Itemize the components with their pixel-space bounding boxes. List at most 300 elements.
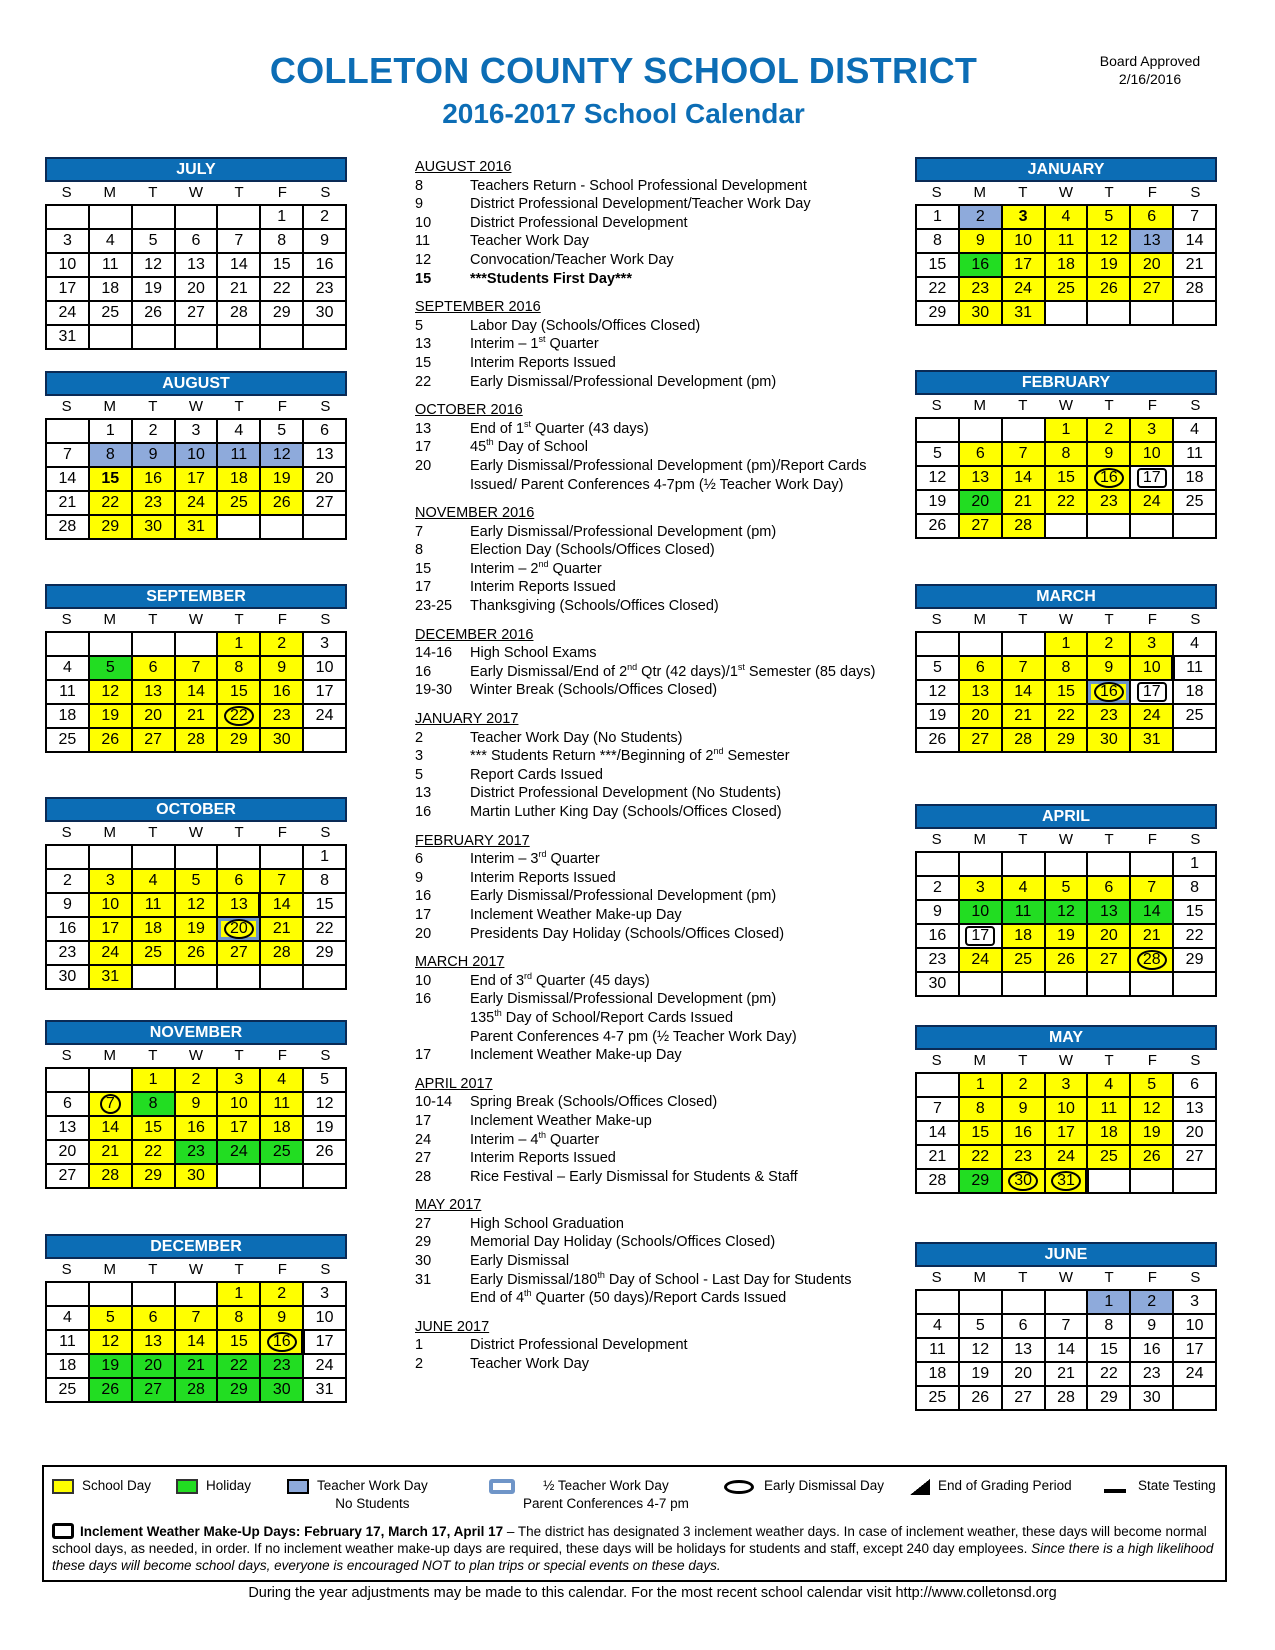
day-cell: 11 xyxy=(47,681,90,705)
early-dismissal-marker: 16 xyxy=(267,1332,297,1352)
day-cell: 11 xyxy=(1046,230,1089,254)
event-date: 13 xyxy=(415,420,432,437)
day-cell: 9 xyxy=(917,901,960,925)
event-date: 16 xyxy=(415,804,432,820)
month-header: DECEMBER xyxy=(45,1234,347,1259)
day-cell: 6 xyxy=(218,870,261,894)
day-cell: 2 xyxy=(1131,1291,1174,1315)
event-text: District Professional Development/Teacher Work Day xyxy=(470,196,811,213)
month-header: NOVEMBER xyxy=(45,1020,347,1045)
day-cell: 5 xyxy=(90,657,133,681)
day-cell: 27 xyxy=(47,1165,90,1189)
month-february xyxy=(915,370,1217,539)
event-date: 13 xyxy=(415,785,432,802)
event-item xyxy=(415,1009,885,1028)
day-cell: 23 xyxy=(133,492,176,516)
day-cell: 3 xyxy=(1131,633,1174,657)
day-cell: 19 xyxy=(1088,254,1131,278)
day-cell: 4 xyxy=(261,1069,304,1093)
day-cell: 11 xyxy=(47,1331,90,1355)
day-cell: 7 xyxy=(47,444,90,468)
day-cell: 24 xyxy=(1003,278,1046,302)
day-cell: 5 xyxy=(133,230,176,254)
weekday-label: M xyxy=(103,398,116,415)
weekday-label: T xyxy=(234,184,244,201)
weekday-label: T xyxy=(148,1261,158,1278)
day-cell: 16 xyxy=(133,468,176,492)
day-cell: 28 xyxy=(917,1170,960,1194)
weekday-label: S xyxy=(931,831,942,848)
day-cell: 13 xyxy=(1088,901,1131,925)
event-date: 2 xyxy=(415,729,424,746)
day-cell: 3 xyxy=(304,633,347,657)
event-item xyxy=(415,214,885,233)
day-cell: 25 xyxy=(261,1141,304,1165)
day-cell: 10 xyxy=(304,657,347,681)
empty-cell xyxy=(90,206,133,230)
day-cell: 1 xyxy=(1174,853,1217,877)
day-cell: 2 xyxy=(1003,1074,1046,1098)
event-item xyxy=(415,335,885,354)
day-cell: 8 xyxy=(261,230,304,254)
events-list xyxy=(415,158,885,1374)
day-cell: 11 xyxy=(133,894,176,918)
event-month-heading: NOVEMBER 2016 xyxy=(415,505,535,522)
day-cell: 7 xyxy=(261,870,304,894)
empty-cell xyxy=(218,846,261,870)
weekday-label: T xyxy=(1104,831,1114,848)
event-text: Rice Festival – Early Dismissal for Students & Staff xyxy=(470,1168,798,1185)
empty-cell xyxy=(1088,302,1131,326)
event-text: Interim – 1st Quarter xyxy=(470,334,599,353)
day-cell xyxy=(1046,1170,1089,1194)
day-cell: 25 xyxy=(1088,1146,1131,1170)
month-march xyxy=(915,584,1217,753)
day-cell: 2 xyxy=(176,1069,219,1093)
empty-cell xyxy=(261,846,304,870)
day-cell: 8 xyxy=(960,1098,1003,1122)
day-cell: 27 xyxy=(1131,278,1174,302)
day-cell: 8 xyxy=(133,1093,176,1117)
day-cell: 28 xyxy=(1003,729,1046,753)
day-cell: 27 xyxy=(218,942,261,966)
event-date: 23-25 xyxy=(415,598,453,615)
day-cell: 4 xyxy=(218,420,261,444)
empty-cell xyxy=(1088,1170,1131,1194)
event-text: End of 1st Quarter (43 days) xyxy=(470,418,649,437)
day-cell: 8 xyxy=(917,230,960,254)
empty-cell xyxy=(1003,1291,1046,1315)
weekday-header xyxy=(45,1045,347,1067)
event-date: 16 xyxy=(415,991,432,1008)
day-cell: 23 xyxy=(1131,1363,1174,1387)
day-cell: 30 xyxy=(1088,729,1131,753)
weekday-label: S xyxy=(931,184,942,201)
day-cell: 17 xyxy=(90,918,133,942)
day-cell: 12 xyxy=(261,444,304,468)
day-cell: 31 xyxy=(304,1379,347,1403)
weekday-label: S xyxy=(320,611,331,628)
day-cell: 23 xyxy=(261,1355,304,1379)
weekday-label: M xyxy=(973,184,986,201)
weekday-label: T xyxy=(234,611,244,628)
day-cell: 2 xyxy=(47,870,90,894)
day-cell: 12 xyxy=(917,467,960,491)
day-cell: 1 xyxy=(960,1074,1003,1098)
day-cell: 24 xyxy=(1131,705,1174,729)
event-date: 7 xyxy=(415,523,424,540)
legend-label: State Testing xyxy=(1138,1478,1216,1493)
day-cell: 12 xyxy=(176,894,219,918)
event-item xyxy=(415,925,885,944)
day-cell: 15 xyxy=(304,894,347,918)
empty-cell xyxy=(960,419,1003,443)
day-cell: 6 xyxy=(1131,206,1174,230)
day-cell: 21 xyxy=(90,1141,133,1165)
weekday-label: T xyxy=(1018,1052,1028,1069)
day-cell: 24 xyxy=(1174,1363,1217,1387)
event-item xyxy=(415,1112,885,1131)
weekday-header xyxy=(915,1050,1217,1072)
underline-icon xyxy=(1104,1489,1126,1493)
empty-cell xyxy=(917,633,960,657)
weekday-header xyxy=(915,182,1217,204)
day-cell: 10 xyxy=(1174,1315,1217,1339)
event-item xyxy=(415,438,885,457)
day-cell: 18 xyxy=(1174,467,1217,491)
day-cell: 11 xyxy=(917,1339,960,1363)
day-cell: 13 xyxy=(176,254,219,278)
empty-cell xyxy=(47,206,90,230)
weekday-label: T xyxy=(148,184,158,201)
event-item xyxy=(415,906,885,925)
day-cell: 4 xyxy=(1174,633,1217,657)
weekday-label: S xyxy=(1190,184,1201,201)
empty-cell xyxy=(1046,302,1089,326)
weekday-label: M xyxy=(103,1261,116,1278)
day-cell: 29 xyxy=(218,729,261,753)
day-cell: 18 xyxy=(1174,681,1217,705)
weekday-label: T xyxy=(148,611,158,628)
empty-cell xyxy=(218,206,261,230)
empty-cell xyxy=(1003,633,1046,657)
day-cell: 15 xyxy=(1046,467,1089,491)
day-grid xyxy=(915,417,1217,539)
early-dismissal-marker: 30 xyxy=(1008,1171,1038,1191)
event-text: *** Students Return ***/Beginning of 2nd Semester xyxy=(470,746,790,765)
day-cell: 21 xyxy=(917,1146,960,1170)
day-cell: 17 xyxy=(1046,1122,1089,1146)
weekday-label: S xyxy=(61,1261,72,1278)
day-cell: 30 xyxy=(917,973,960,997)
legend-early-dismissal xyxy=(724,1477,884,1495)
day-cell: 12 xyxy=(960,1339,1003,1363)
weekday-label: F xyxy=(277,1261,287,1278)
day-cell: 31 xyxy=(90,966,133,990)
empty-cell xyxy=(1174,515,1217,539)
weekday-label: W xyxy=(1058,611,1074,628)
month-december xyxy=(45,1234,347,1403)
day-cell xyxy=(1003,1170,1046,1194)
weekday-label: W xyxy=(188,184,204,201)
day-cell: 21 xyxy=(47,492,90,516)
day-cell: 16 xyxy=(47,918,90,942)
event-date xyxy=(415,1009,470,1028)
event-item xyxy=(415,1131,885,1150)
legend-holiday xyxy=(176,1477,251,1495)
weekday-label: F xyxy=(1147,184,1157,201)
day-cell: 4 xyxy=(47,1307,90,1331)
day-cell: 2 xyxy=(304,206,347,230)
event-date: 5 xyxy=(415,766,424,783)
event-text: Thanksgiving (Schools/Offices Closed) xyxy=(470,598,719,615)
day-cell: 27 xyxy=(960,515,1003,539)
day-cell: 19 xyxy=(1131,1122,1174,1146)
day-cell: 25 xyxy=(917,1387,960,1411)
weekday-label: S xyxy=(1190,1052,1201,1069)
event-date: 15 xyxy=(415,560,432,577)
empty-cell xyxy=(261,516,304,540)
day-cell: 23 xyxy=(960,278,1003,302)
month-header: OCTOBER xyxy=(45,797,347,822)
event-date: 19-30 xyxy=(415,682,453,699)
empty-cell xyxy=(1174,302,1217,326)
empty-cell xyxy=(1046,1291,1089,1315)
empty-cell xyxy=(90,326,133,350)
event-date: 28 xyxy=(415,1168,432,1185)
empty-cell xyxy=(133,966,176,990)
month-january xyxy=(915,157,1217,326)
empty-cell xyxy=(1003,853,1046,877)
empty-cell xyxy=(304,326,347,350)
calendar-subtitle: 2016-2017 School Calendar xyxy=(442,98,805,129)
event-date: 27 xyxy=(415,1150,432,1167)
weekday-label: W xyxy=(1058,1052,1074,1069)
day-cell: 30 xyxy=(47,966,90,990)
empty-cell xyxy=(218,326,261,350)
day-cell: 23 xyxy=(917,949,960,973)
day-cell xyxy=(1131,467,1174,491)
day-cell: 26 xyxy=(133,302,176,326)
day-cell: 12 xyxy=(1088,230,1131,254)
day-cell: 2 xyxy=(1088,633,1131,657)
day-cell: 26 xyxy=(304,1141,347,1165)
day-cell: 30 xyxy=(261,729,304,753)
day-cell: 25 xyxy=(1174,491,1217,515)
day-cell: 28 xyxy=(1174,278,1217,302)
day-cell: 4 xyxy=(917,1315,960,1339)
event-date: 8 xyxy=(415,542,424,559)
day-grid xyxy=(45,631,347,753)
empty-cell xyxy=(1174,1387,1217,1411)
day-cell: 5 xyxy=(261,420,304,444)
day-cell: 7 xyxy=(176,1307,219,1331)
weekday-label: S xyxy=(61,184,72,201)
day-cell: 18 xyxy=(1003,925,1046,949)
day-cell: 22 xyxy=(960,1146,1003,1170)
day-cell: 23 xyxy=(1088,491,1131,515)
day-cell: 11 xyxy=(90,254,133,278)
day-cell: 1 xyxy=(917,206,960,230)
empty-cell xyxy=(47,633,90,657)
empty-cell xyxy=(1003,419,1046,443)
empty-cell xyxy=(176,966,219,990)
event-item xyxy=(415,1215,885,1234)
makeup-days-note xyxy=(52,1523,1215,1574)
day-cell: 17 xyxy=(304,681,347,705)
day-cell: 20 xyxy=(133,705,176,729)
day-cell: 7 xyxy=(1003,443,1046,467)
weekday-label: S xyxy=(61,398,72,415)
day-cell: 15 xyxy=(917,254,960,278)
empty-cell xyxy=(47,1283,90,1307)
day-cell: 10 xyxy=(304,1307,347,1331)
day-cell: 23 xyxy=(1088,705,1131,729)
makeup-day-marker: 17 xyxy=(1137,682,1167,702)
weekday-header xyxy=(45,396,347,418)
day-cell: 14 xyxy=(1003,681,1046,705)
weekday-label: T xyxy=(1104,397,1114,414)
day-cell: 13 xyxy=(1174,1098,1217,1122)
makeup-day-marker: 17 xyxy=(965,926,995,946)
day-cell: 22 xyxy=(1174,925,1217,949)
day-cell: 8 xyxy=(304,870,347,894)
day-cell: 27 xyxy=(1003,1387,1046,1411)
day-cell xyxy=(960,925,1003,949)
day-cell: 30 xyxy=(304,302,347,326)
day-cell: 21 xyxy=(1174,254,1217,278)
event-item xyxy=(415,541,885,560)
day-grid xyxy=(915,204,1217,326)
ellipse-icon xyxy=(724,1480,754,1494)
event-item xyxy=(415,457,885,494)
day-cell: 3 xyxy=(1131,419,1174,443)
day-cell: 2 xyxy=(1088,419,1131,443)
day-cell: 9 xyxy=(304,230,347,254)
day-cell: 22 xyxy=(90,492,133,516)
weekday-label: W xyxy=(188,1047,204,1064)
event-text: Interim Reports Issued xyxy=(470,354,616,371)
day-cell: 13 xyxy=(47,1117,90,1141)
weekday-label: T xyxy=(148,398,158,415)
day-cell: 27 xyxy=(304,492,347,516)
event-month-heading: AUGUST 2016 xyxy=(415,159,512,175)
day-cell: 15 xyxy=(218,1331,261,1355)
empty-cell xyxy=(1046,515,1089,539)
day-cell: 12 xyxy=(90,681,133,705)
weekday-label: F xyxy=(1147,1269,1157,1286)
day-cell: 13 xyxy=(304,444,347,468)
event-text: Interim Reports Issued xyxy=(470,1150,616,1167)
event-date: 17 xyxy=(415,906,432,923)
empty-cell xyxy=(960,973,1003,997)
month-header: APRIL xyxy=(915,804,1217,829)
event-item xyxy=(415,1271,885,1290)
empty-cell xyxy=(1174,973,1217,997)
weekday-label: S xyxy=(1190,1269,1201,1286)
day-cell: 30 xyxy=(133,516,176,540)
day-cell: 25 xyxy=(90,302,133,326)
event-date: 15 xyxy=(415,354,432,371)
board-approved xyxy=(1060,52,1240,88)
day-cell: 3 xyxy=(176,420,219,444)
day-cell: 12 xyxy=(1131,1098,1174,1122)
day-cell: 1 xyxy=(1046,633,1089,657)
day-cell: 6 xyxy=(1174,1074,1217,1098)
empty-cell xyxy=(176,1283,219,1307)
weekday-label: T xyxy=(234,1047,244,1064)
weekday-label: F xyxy=(277,1047,287,1064)
legend-label: Early Dismissal Day xyxy=(764,1478,885,1493)
day-cell: 23 xyxy=(47,942,90,966)
day-cell: 25 xyxy=(133,942,176,966)
day-cell: 9 xyxy=(960,230,1003,254)
early-dismissal-marker: 16 xyxy=(1094,682,1124,702)
weekday-label: T xyxy=(1018,831,1028,848)
event-text: ***Students First Day*** xyxy=(470,270,632,287)
day-cell: 19 xyxy=(176,918,219,942)
event-item xyxy=(415,1028,885,1047)
event-text: Presidents Day Holiday (Schools/Offices Closed) xyxy=(470,925,785,942)
day-cell: 18 xyxy=(1088,1122,1131,1146)
event-date: 16 xyxy=(415,888,432,905)
day-cell: 28 xyxy=(218,302,261,326)
event-item xyxy=(415,597,885,616)
empty-cell xyxy=(1088,973,1131,997)
day-grid xyxy=(915,1289,1217,1411)
day-cell: 2 xyxy=(917,877,960,901)
empty-cell xyxy=(1046,973,1089,997)
event-text: End of 3rd Quarter (45 days) xyxy=(470,970,650,989)
event-item xyxy=(415,1289,885,1308)
event-date: 31 xyxy=(415,1271,432,1288)
day-cell: 23 xyxy=(176,1141,219,1165)
day-cell: 1 xyxy=(90,420,133,444)
empty-cell xyxy=(917,853,960,877)
day-cell: 13 xyxy=(960,467,1003,491)
day-cell: 31 xyxy=(176,516,219,540)
school-day-swatch-icon xyxy=(52,1479,74,1494)
day-cell: 28 xyxy=(47,516,90,540)
empty-cell xyxy=(133,1283,176,1307)
day-cell: 11 xyxy=(261,1093,304,1117)
event-month-heading: JUNE 2017 xyxy=(415,1318,490,1335)
legend-label-sub: Parent Conferences 4-7 pm xyxy=(523,1496,689,1511)
weekday-label: F xyxy=(277,398,287,415)
empty-cell xyxy=(218,516,261,540)
weekday-label: S xyxy=(931,611,942,628)
day-cell xyxy=(218,918,261,942)
event-date: 9 xyxy=(415,196,424,213)
day-cell: 2 xyxy=(960,206,1003,230)
event-item xyxy=(415,1149,885,1168)
day-cell: 24 xyxy=(176,492,219,516)
weekday-label: S xyxy=(61,611,72,628)
event-text: Election Day (Schools/Offices Closed) xyxy=(470,542,715,559)
event-date: 13 xyxy=(415,336,432,353)
day-cell: 16 xyxy=(960,254,1003,278)
day-cell: 29 xyxy=(133,1165,176,1189)
day-cell: 5 xyxy=(960,1315,1003,1339)
empty-cell xyxy=(133,206,176,230)
empty-cell xyxy=(960,633,1003,657)
day-cell: 4 xyxy=(1003,877,1046,901)
day-cell: 21 xyxy=(218,278,261,302)
day-cell: 23 xyxy=(304,278,347,302)
event-item xyxy=(415,747,885,766)
day-cell: 14 xyxy=(917,1122,960,1146)
day-cell: 4 xyxy=(133,870,176,894)
